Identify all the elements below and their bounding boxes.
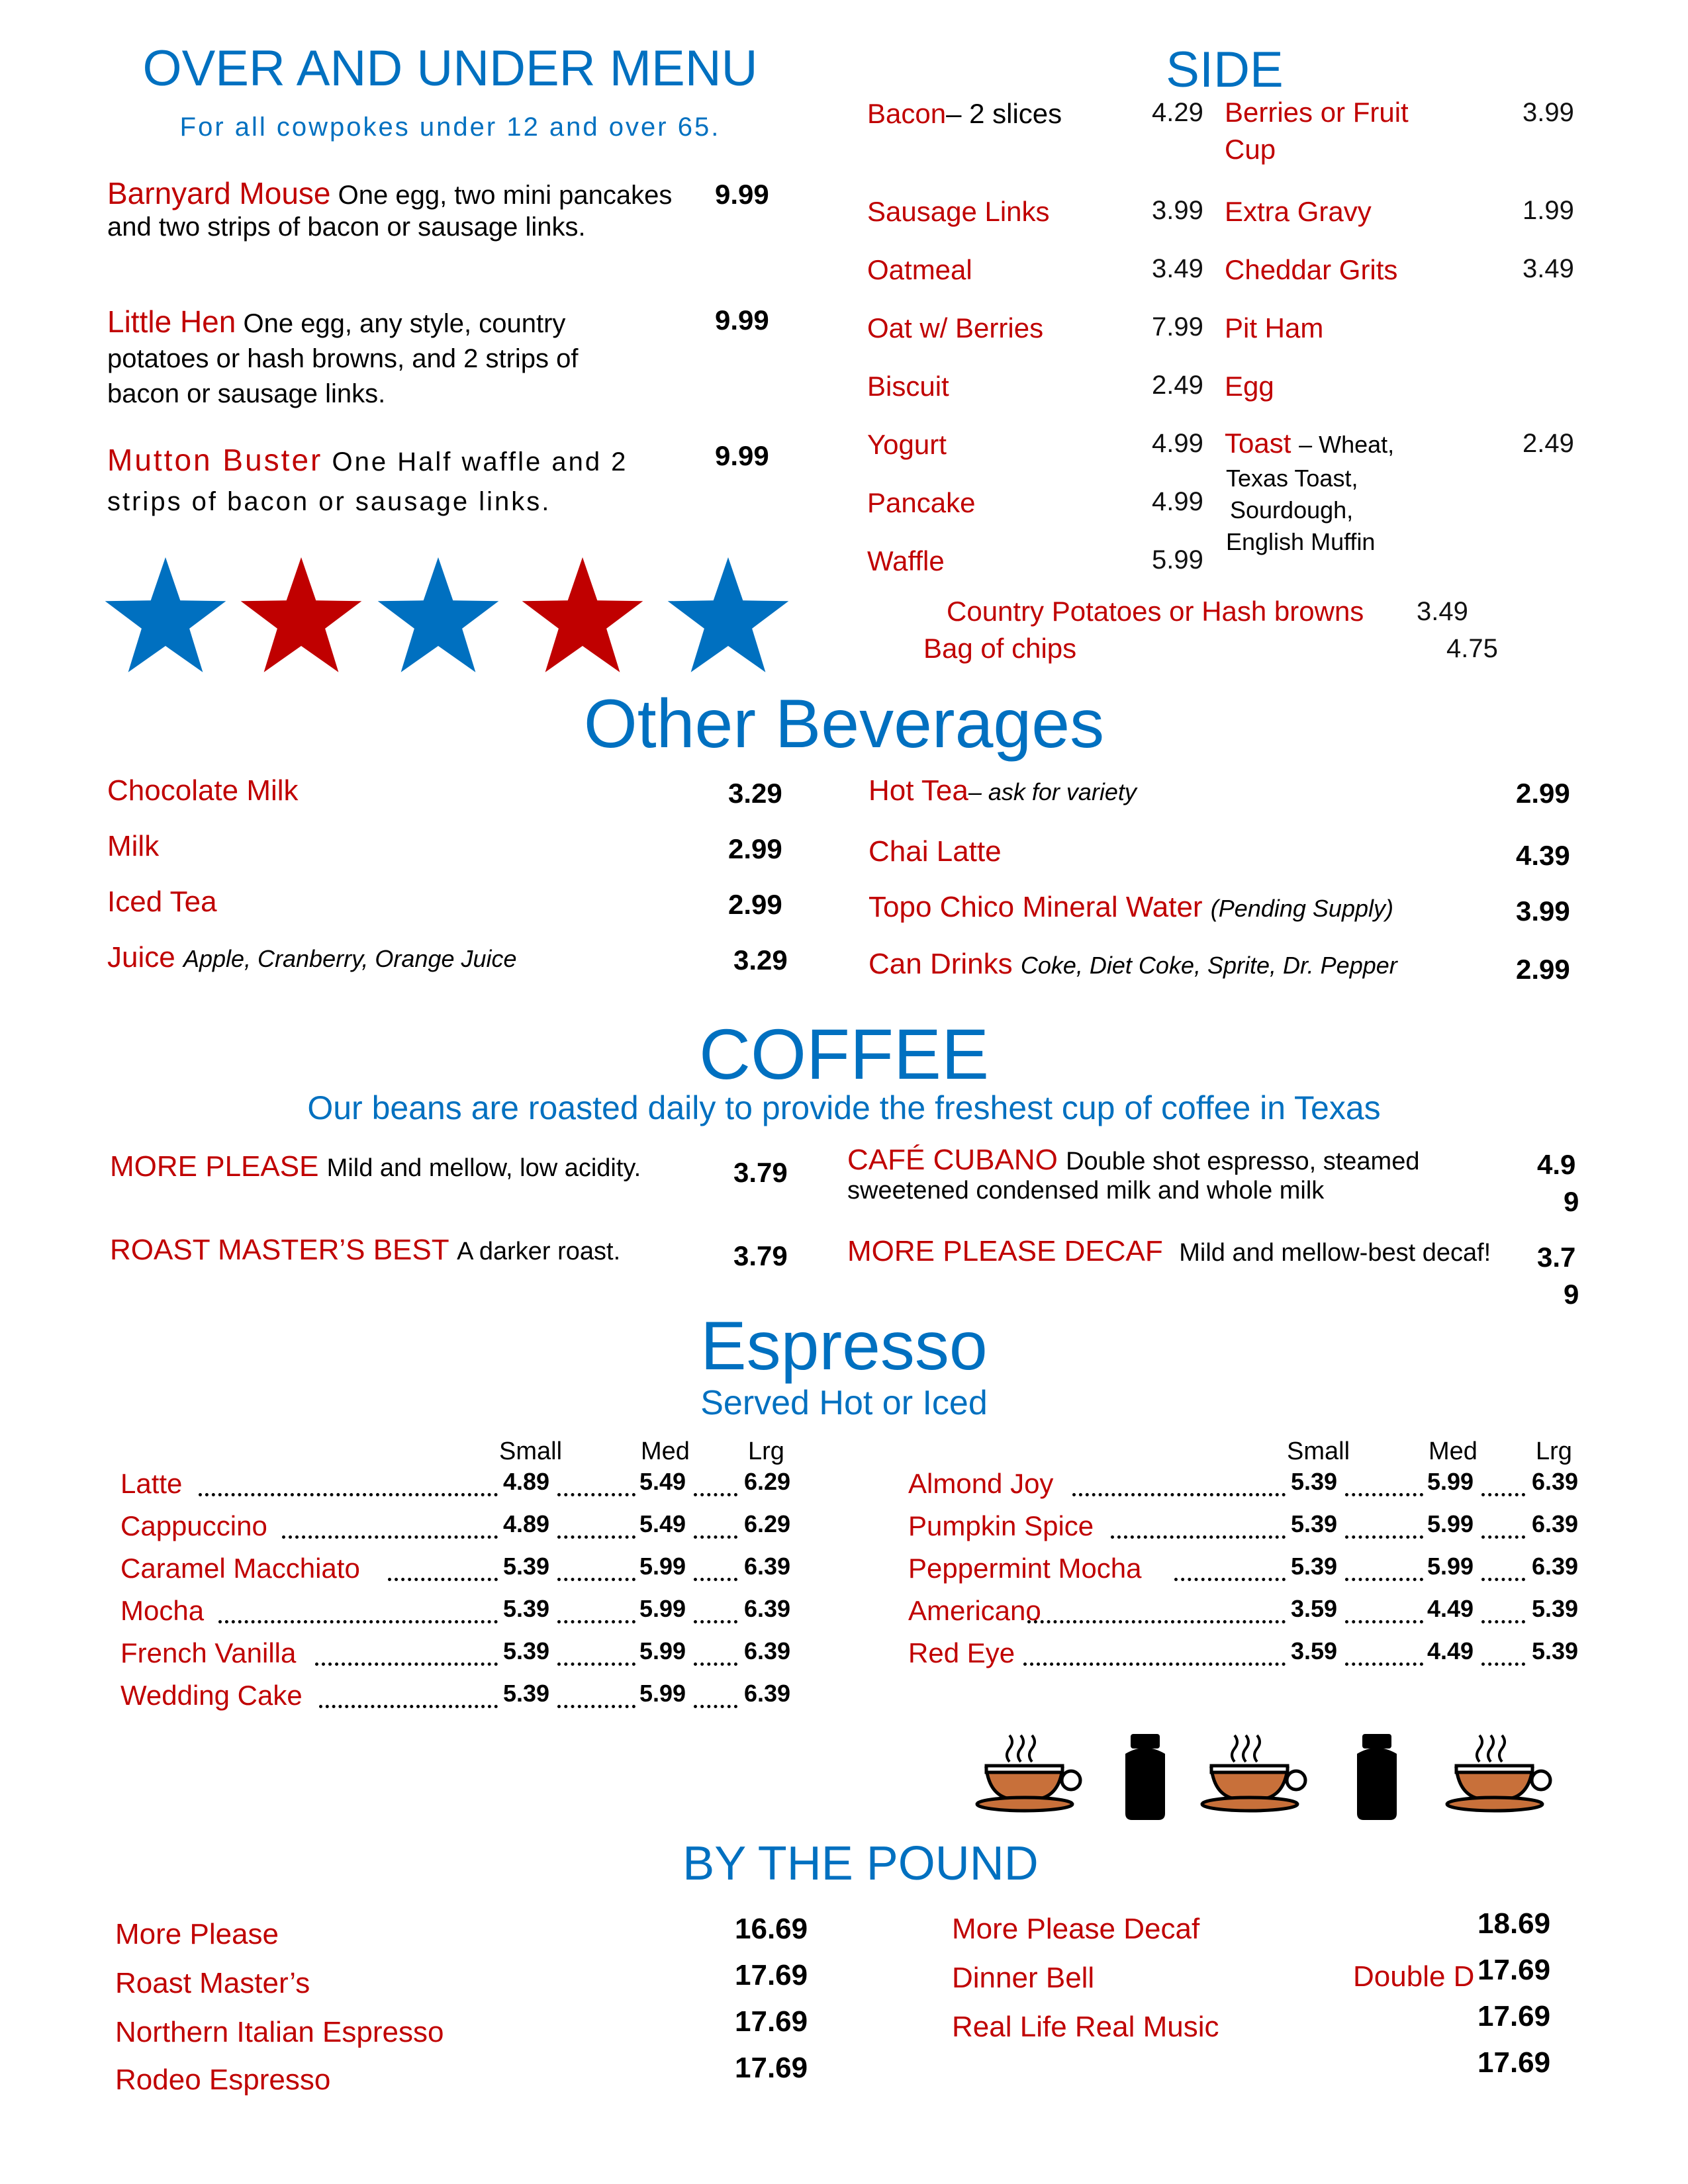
dot-leader: [694, 1620, 737, 1623]
espresso-item-name: Mocha: [120, 1595, 205, 1626]
pound-real-life-real-music: Real Life Real Music: [952, 2011, 1219, 2043]
espresso-price-lrg: 6.39: [744, 1680, 791, 1707]
star-icon: [668, 557, 789, 672]
espresso-price-med: 5.49: [639, 1510, 686, 1537]
pound-more-please: More Please: [115, 1918, 279, 1950]
beverages-title: Other Beverages: [583, 686, 1105, 762]
coffee-bag-icon: [1125, 1734, 1165, 1820]
pound-price: 16.69: [735, 1913, 808, 1945]
side-price: 4.75: [1446, 634, 1498, 663]
side-price: 7.99: [1152, 312, 1203, 341]
dot-leader: [315, 1662, 498, 1666]
espresso-price-med: 5.49: [639, 1468, 686, 1495]
espresso-price-small: 5.39: [1291, 1468, 1338, 1495]
kids-menu-title: OVER AND UNDER MENU: [142, 40, 758, 97]
beverage-price: 2.99: [728, 889, 782, 920]
side-price: 3.49: [1417, 597, 1468, 626]
espresso-header-lrg: Lrg: [1536, 1437, 1572, 1465]
dot-leader: [1481, 1535, 1525, 1539]
dot-leader: [1111, 1535, 1286, 1539]
side-item-berries: Berries or Fruit: [1225, 97, 1409, 128]
beverage-chai-latte: Chai Latte: [868, 835, 1002, 868]
item-desc: One egg, any style, country potatoes or hash browns, and 2 strips of bacon or sausage links.: [107, 309, 579, 408]
dot-leader: [557, 1578, 635, 1581]
stars-decoration: [99, 549, 808, 682]
espresso-header-small: Small: [499, 1437, 563, 1465]
coffee-subtitle: Our beans are roasted daily to provide the freshest cup of coffee in Texas: [307, 1089, 1381, 1126]
side-title: SIDE: [1166, 42, 1284, 98]
espresso-price-small: 5.39: [503, 1637, 550, 1664]
dot-leader: [1481, 1493, 1525, 1496]
espresso-item-name: Americano: [908, 1595, 1041, 1626]
espresso-price-lrg: 6.39: [744, 1637, 791, 1664]
side-item-chips: Bag of chips: [923, 633, 1077, 664]
beverage-price: 3.29: [733, 944, 788, 976]
item-price: 9.99: [715, 304, 769, 336]
espresso-price-lrg: 6.39: [744, 1595, 791, 1622]
side-price: 3.99: [1152, 196, 1203, 225]
dot-leader: [557, 1535, 635, 1539]
espresso-item-name: Wedding Cake: [120, 1680, 303, 1711]
espresso-subtitle: Served Hot or Iced: [700, 1384, 988, 1422]
espresso-item-name: French Vanilla: [120, 1637, 297, 1668]
coffee-price-wrap: 9: [1564, 1279, 1579, 1310]
side-item-oatmeal: Oatmeal: [867, 254, 972, 285]
pound-roast-masters: Roast Master’s: [115, 1967, 310, 1999]
coffee-icons-row: [973, 1727, 1635, 1827]
dot-leader: [1174, 1578, 1286, 1581]
side-item-pancake: Pancake: [867, 487, 976, 518]
coffee-roast-masters-best: ROAST MASTER’S BEST A darker roast.: [110, 1234, 621, 1266]
side-item-extra-gravy: Extra Gravy: [1225, 196, 1372, 227]
pound-price: 17.69: [735, 2005, 808, 2038]
side-item-waffle: Waffle: [867, 545, 945, 576]
toast-desc-line2: Texas Toast,: [1226, 465, 1358, 492]
dot-leader: [557, 1620, 635, 1623]
coffee-price: 3.79: [733, 1240, 788, 1271]
coffee-price-wrap: 9: [1564, 1186, 1579, 1217]
espresso-price-lrg: 6.39: [744, 1553, 791, 1580]
espresso-price-lrg: 6.39: [1532, 1468, 1579, 1495]
pound-price: 18.69: [1477, 1907, 1551, 1940]
pound-price: 17.69: [735, 1959, 808, 1991]
side-item-toast: Toast – Wheat,: [1225, 428, 1395, 459]
dot-leader: [694, 1493, 737, 1496]
dot-leader: [1345, 1535, 1423, 1539]
pound-northern-italian: Northern Italian Espresso: [115, 2016, 444, 2048]
side-item-cheddar-grits: Cheddar Grits: [1225, 254, 1398, 285]
espresso-price-small: 3.59: [1291, 1637, 1338, 1664]
dot-leader: [199, 1493, 498, 1496]
espresso-price-small: 5.39: [1291, 1510, 1338, 1537]
dot-leader: [694, 1662, 737, 1666]
dot-leader: [1481, 1620, 1525, 1623]
espresso-price-small: 4.89: [503, 1510, 550, 1537]
espresso-item-name: Almond Joy: [908, 1468, 1054, 1499]
item-name: Barnyard Mouse: [107, 176, 331, 210]
side-price: 2.49: [1523, 429, 1574, 458]
menu-item-little-hen: [107, 304, 650, 412]
dot-leader: [1345, 1662, 1423, 1666]
beverage-price: 4.39: [1516, 840, 1570, 871]
pound-price: 17.69: [1477, 1954, 1551, 1986]
pound-rodeo-espresso: Rodeo Espresso: [115, 2064, 331, 2096]
espresso-price-med: 5.99: [639, 1637, 686, 1664]
side-item-pit-ham: Pit Ham: [1225, 312, 1324, 343]
espresso-price-small: 3.59: [1291, 1595, 1338, 1622]
beverage-price: 2.99: [728, 833, 782, 864]
side-item-sausage-links: Sausage Links: [867, 196, 1050, 227]
dot-leader: [557, 1493, 635, 1496]
espresso-price-med: 4.49: [1427, 1637, 1474, 1664]
beverage-chocolate-milk: Chocolate Milk: [107, 774, 299, 807]
side-item-potatoes: Country Potatoes or Hash browns: [947, 596, 1364, 627]
espresso-price-med: 5.99: [639, 1680, 686, 1707]
coffee-more-please: MORE PLEASE Mild and mellow, low acidity.: [110, 1150, 641, 1183]
beverage-iced-tea: Iced Tea: [107, 886, 217, 918]
beverage-price: 3.99: [1516, 895, 1570, 927]
espresso-price-small: 5.39: [1291, 1553, 1338, 1580]
dot-leader: [1481, 1578, 1525, 1581]
dot-leader: [319, 1705, 498, 1708]
side-price-bacon: 4.29: [1152, 98, 1203, 127]
espresso-header-lrg: Lrg: [748, 1437, 784, 1465]
espresso-price-lrg: 6.39: [1532, 1553, 1579, 1580]
espresso-price-med: 5.99: [1427, 1468, 1474, 1495]
espresso-item-name: Red Eye: [908, 1637, 1015, 1668]
star-icon: [105, 557, 226, 672]
coffee-cup-icon: [1202, 1735, 1305, 1811]
dot-leader: [1023, 1662, 1286, 1666]
espresso-price-lrg: 6.29: [744, 1510, 791, 1537]
kids-menu-subtitle: For all cowpokes under 12 and over 65.: [179, 113, 721, 142]
star-icon: [522, 557, 643, 672]
dot-leader: [1072, 1493, 1286, 1496]
espresso-item-name: Pumpkin Spice: [908, 1510, 1094, 1541]
by-the-pound-title: BY THE POUND: [682, 1837, 1039, 1890]
dot-leader: [694, 1535, 737, 1539]
pound-more-please-decaf: More Please Decaf: [952, 1913, 1200, 1945]
dot-leader: [557, 1662, 635, 1666]
item-desc: One Half waffle and 2 strips of bacon or sausage links.: [107, 447, 628, 516]
espresso-price-small: 5.39: [503, 1595, 550, 1622]
toast-desc-line4: English Muffin: [1226, 528, 1376, 555]
cafe-cubano-desc-line2: sweetened condensed milk and whole milk: [847, 1177, 1325, 1205]
espresso-item-name: Cappuccino: [120, 1510, 267, 1541]
espresso-price-small: 5.39: [503, 1680, 550, 1707]
coffee-title: COFFEE: [698, 1014, 989, 1094]
coffee-cafe-cubano: CAFÉ CUBANO Double shot espresso, steamed: [847, 1144, 1420, 1176]
star-icon: [241, 557, 362, 672]
side-price: 4.99: [1152, 487, 1203, 516]
dot-leader: [388, 1578, 498, 1581]
side-price: 3.99: [1523, 98, 1574, 127]
coffee-more-please-decaf: MORE PLEASE DECAF Mild and mellow-best decaf!: [847, 1235, 1491, 1267]
dot-leader: [1481, 1662, 1525, 1666]
menu-item-barnyard-mouse: [107, 177, 677, 243]
beverage-juice: Juice Apple, Cranberry, Orange Juice: [107, 941, 517, 974]
espresso-price-lrg: 6.39: [1532, 1510, 1579, 1537]
side-item-oat-berries: Oat w/ Berries: [867, 312, 1044, 343]
side-item-egg: Egg: [1225, 371, 1274, 402]
beverage-can-drinks: Can Drinks Coke, Diet Coke, Sprite, Dr. Pepper: [868, 948, 1397, 980]
coffee-price: 3.79: [733, 1157, 788, 1188]
beverage-price: 3.29: [728, 778, 782, 809]
toast-desc-line3: Sourdough,: [1230, 496, 1354, 523]
side-item-yogurt: Yogurt: [867, 429, 947, 460]
side-price: 3.49: [1523, 254, 1574, 283]
beverage-milk: Milk: [107, 830, 160, 862]
pound-double-d: Double D: [1353, 1960, 1475, 1993]
beverage-price: 2.99: [1516, 954, 1570, 985]
espresso-price-med: 5.99: [639, 1595, 686, 1622]
dot-leader: [1027, 1620, 1286, 1623]
espresso-title: Espresso: [700, 1308, 988, 1385]
espresso-item-name: Peppermint Mocha: [908, 1553, 1142, 1584]
coffee-cup-icon: [1447, 1735, 1550, 1811]
espresso-header-med: Med: [641, 1437, 690, 1465]
side-item-biscuit: Biscuit: [867, 371, 949, 402]
pound-price: 17.69: [1477, 2046, 1551, 2079]
item-name: Little Hen: [107, 304, 236, 339]
espresso-price-lrg: 5.39: [1532, 1637, 1579, 1664]
espresso-price-lrg: 6.29: [744, 1468, 791, 1495]
pound-price: 17.69: [1477, 2000, 1551, 2032]
espresso-item-name: Latte: [120, 1468, 183, 1499]
espresso-price-med: 4.49: [1427, 1595, 1474, 1622]
beverage-price: 2.99: [1516, 778, 1570, 809]
espresso-price-small: 5.39: [503, 1553, 550, 1580]
espresso-item-name: Caramel Macchiato: [120, 1553, 360, 1584]
star-icon: [378, 557, 499, 672]
coffee-price: 4.9: [1537, 1149, 1576, 1180]
dot-leader: [1345, 1493, 1423, 1496]
item-desc: One egg, two mini pancakes and two strips of bacon or sausage links.: [107, 181, 673, 242]
side-price: 1.99: [1523, 196, 1574, 225]
espresso-price-med: 5.99: [639, 1553, 686, 1580]
espresso-price-med: 5.99: [1427, 1553, 1474, 1580]
espresso-price-med: 5.99: [1427, 1510, 1474, 1537]
side-item-bacon: Bacon– 2 slices: [867, 98, 1062, 129]
espresso-price-small: 4.89: [503, 1468, 550, 1495]
dot-leader: [218, 1620, 498, 1623]
item-name: Mutton Buster: [107, 443, 323, 477]
item-price: 9.99: [715, 179, 769, 210]
dot-leader: [1345, 1578, 1423, 1581]
espresso-header-med: Med: [1429, 1437, 1477, 1465]
side-price: 4.99: [1152, 429, 1203, 458]
pound-price: 17.69: [735, 2052, 808, 2084]
dot-leader: [557, 1705, 635, 1708]
dot-leader: [694, 1705, 737, 1708]
espresso-header-small: Small: [1287, 1437, 1350, 1465]
pound-dinner-bell: Dinner Bell: [952, 1962, 1095, 1994]
side-item-berries-line2: Cup: [1225, 134, 1276, 165]
item-price: 9.99: [715, 440, 769, 471]
dot-leader: [694, 1578, 737, 1581]
beverage-hot-tea: Hot Tea– ask for variety: [868, 774, 1137, 807]
dot-leader: [282, 1535, 498, 1539]
dot-leader: [1345, 1620, 1423, 1623]
coffee-cup-icon: [977, 1735, 1080, 1811]
side-price: 5.99: [1152, 545, 1203, 574]
coffee-price: 3.7: [1537, 1242, 1576, 1273]
side-price: 2.49: [1152, 371, 1203, 400]
coffee-bag-icon: [1357, 1734, 1397, 1820]
beverage-topo-chico: Topo Chico Mineral Water (Pending Supply): [868, 891, 1393, 923]
espresso-price-lrg: 5.39: [1532, 1595, 1579, 1622]
menu-item-mutton-buster: [107, 440, 677, 522]
side-price: 3.49: [1152, 254, 1203, 283]
